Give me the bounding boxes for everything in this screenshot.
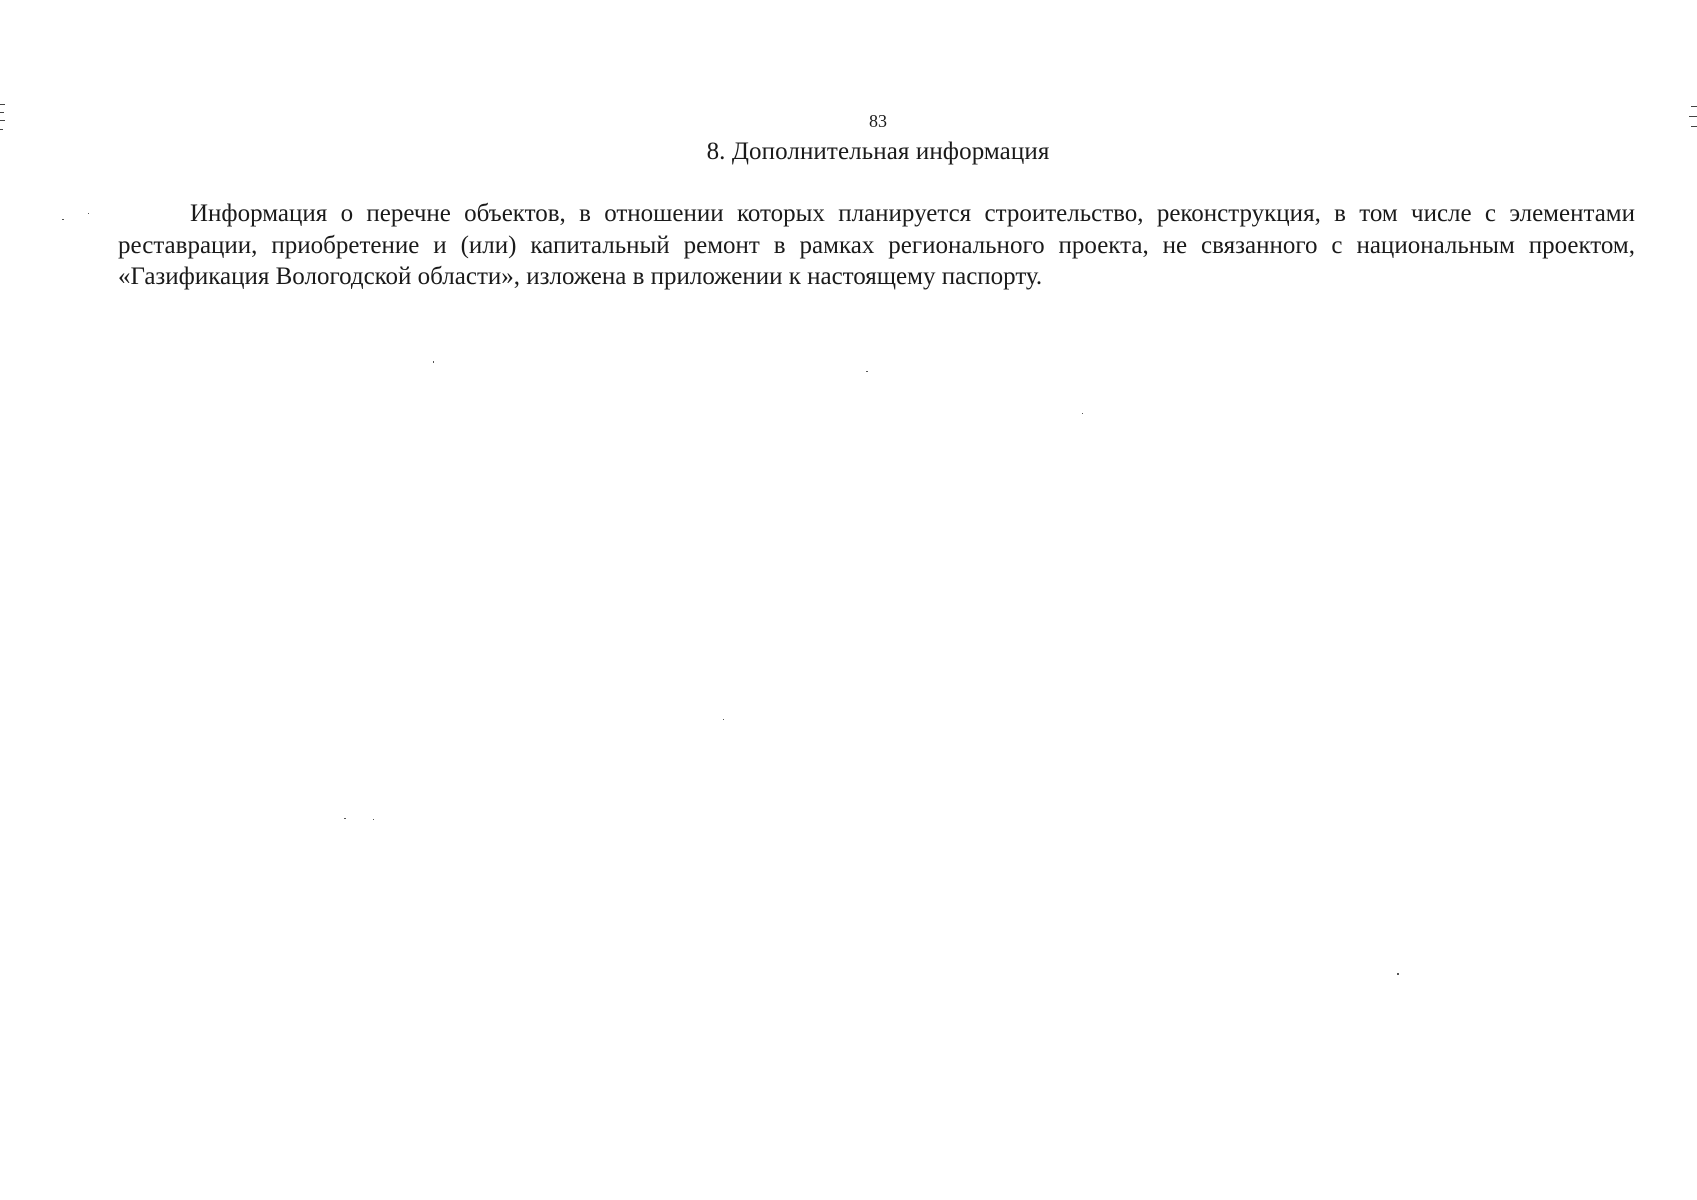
scan-speck xyxy=(1082,413,1083,414)
scan-speck xyxy=(88,213,89,214)
scan-speck xyxy=(62,219,64,220)
scan-speck xyxy=(373,819,374,820)
scan-speck xyxy=(723,719,724,720)
page-number: 83 xyxy=(869,111,887,131)
body-paragraph: Информация о перечне объектов, в отношении которых планируется строительство, реконструкция, в том числе с элементами реставрации, приобретение и (или) капитальный ремонт в рамках регионального проекта, не связанного с национальным проектом, «Газификация Вологодской области», изложена в приложении к настоящему паспорту. xyxy=(118,200,1635,290)
scan-speck xyxy=(866,371,868,372)
scan-speck xyxy=(344,818,346,819)
section-title: 8. Дополнительная информация xyxy=(706,138,1050,165)
scan-speck xyxy=(433,361,434,363)
scan-speck xyxy=(1397,973,1399,975)
